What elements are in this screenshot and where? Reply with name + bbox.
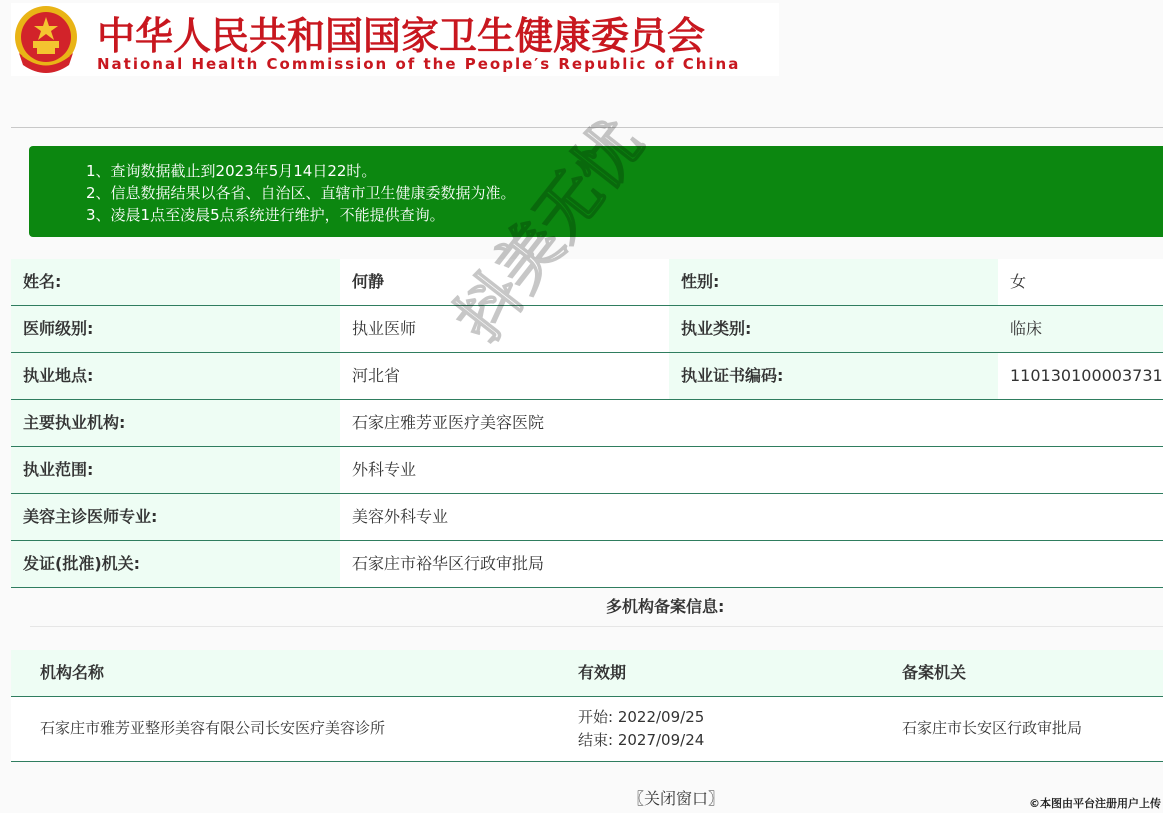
header-divider — [11, 127, 1163, 128]
notice-box — [29, 146, 1163, 237]
national-emblem-icon — [11, 3, 81, 76]
notice-line-2: 2、信息数据结果以各省、自治区、直辖市卫生健康委数据为准。 — [86, 184, 516, 202]
location-label: 执业地点: — [11, 353, 340, 399]
notice-line-1: 1、查询数据截止到2023年5月14日22时。 — [86, 162, 377, 180]
multi-org-title: 多机构备案信息: — [606, 597, 725, 616]
name-value: 何静 — [340, 259, 669, 305]
name-label: 姓名: — [11, 259, 340, 305]
org-row-end: 结束: 2027/09/24 — [578, 731, 705, 749]
specialty-label: 美容主诊医师专业: — [11, 494, 340, 540]
col-org-name: 机构名称 — [40, 663, 105, 682]
org-value: 石家庄雅芳亚医疗美容医院 — [340, 400, 1163, 446]
info-row-location — [11, 353, 1163, 400]
category-label: 执业类别: — [669, 306, 998, 352]
gender-label: 性别: — [669, 259, 998, 305]
scope-value: 外科专业 — [340, 447, 1163, 493]
location-value: 河北省 — [340, 353, 669, 399]
upload-notice: ©本图由平台注册用户上传 — [1029, 797, 1161, 810]
org-row-start: 开始: 2022/09/25 — [578, 708, 705, 726]
site-title-cn: 中华人民共和国国家卫生健康委员会 — [97, 14, 706, 58]
scope-label: 执业范围: — [11, 447, 340, 493]
site-title-en: National Health Commission of the People′s Republic of China — [97, 55, 741, 73]
col-validity: 有效期 — [578, 663, 627, 682]
multi-org-divider — [30, 626, 1163, 627]
info-row-specialty — [11, 494, 1163, 541]
info-row-authority — [11, 541, 1163, 588]
table-row — [11, 697, 1163, 762]
cert-value: 110130100003731 — [998, 353, 1163, 399]
org-label: 主要执业机构: — [11, 400, 340, 446]
level-label: 医师级别: — [11, 306, 340, 352]
info-row-org — [11, 400, 1163, 447]
close-window-button[interactable]: 〖关闭窗口〗 — [628, 789, 725, 808]
doctor-info-table — [11, 259, 1163, 588]
category-value: 临床 — [998, 306, 1163, 352]
info-row-level — [11, 306, 1163, 353]
multi-org-table — [11, 650, 1163, 762]
level-value: 执业医师 — [340, 306, 669, 352]
authority-value: 石家庄市裕华区行政审批局 — [340, 541, 1163, 587]
notice-line-3: 3、凌晨1点至凌晨5点系统进行维护，不能提供查询。 — [86, 206, 445, 224]
info-row-name — [11, 259, 1163, 306]
org-table-header — [11, 650, 1163, 697]
org-row-name: 石家庄市雅芳亚整形美容有限公司长安医疗美容诊所 — [40, 719, 386, 737]
authority-label: 发证(批准)机关: — [11, 541, 340, 587]
col-authority: 备案机关 — [902, 663, 967, 682]
site-header — [11, 3, 779, 76]
info-row-scope — [11, 447, 1163, 494]
specialty-value: 美容外科专业 — [340, 494, 1163, 540]
gender-value: 女 — [998, 259, 1163, 305]
cert-label: 执业证书编码: — [669, 353, 998, 399]
org-row-authority: 石家庄市长安区行政审批局 — [902, 719, 1083, 737]
